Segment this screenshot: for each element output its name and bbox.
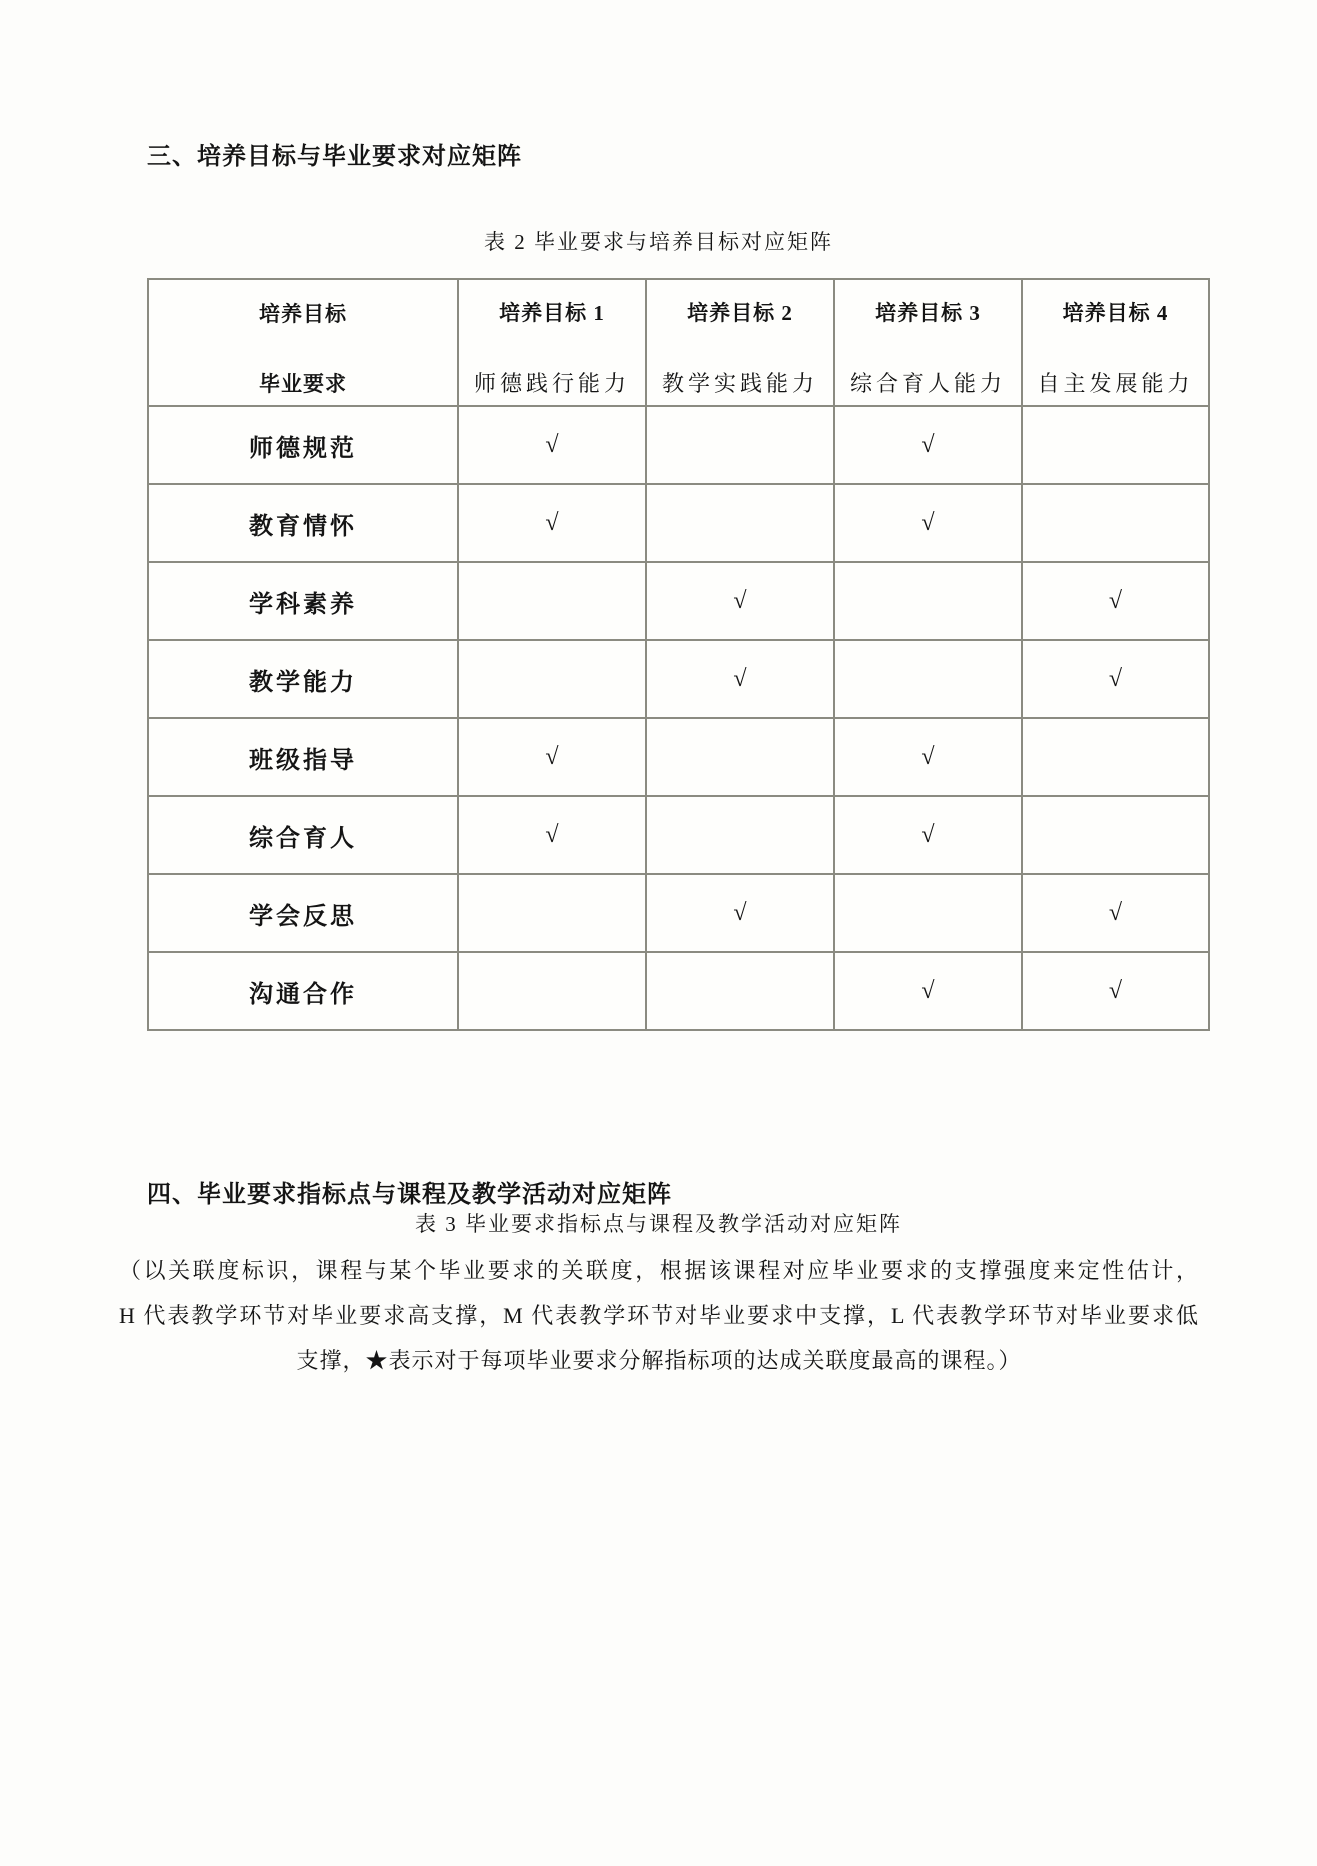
row-label: 班级指导: [249, 747, 357, 774]
matrix-row: [148, 562, 1209, 640]
check-cell-checked: √: [1022, 874, 1209, 952]
check-cell-checked: √: [1022, 562, 1209, 640]
column-header-title: 培养目标 2: [687, 301, 793, 325]
check-cell-empty: [646, 406, 834, 484]
check-cell-checked: √: [1022, 640, 1209, 718]
check-cell-empty: [458, 874, 646, 952]
check-cell-checked: √: [646, 874, 834, 952]
row-label: 教学能力: [249, 669, 357, 696]
check-cell-checked: √: [458, 406, 646, 484]
matrix-row: [148, 640, 1209, 718]
check-cell-empty: [646, 796, 834, 874]
check-cell-empty: [646, 952, 834, 1030]
matrix-row: [148, 718, 1209, 796]
corner-header-top-label: 培养目标: [259, 301, 347, 326]
check-cell-checked: √: [646, 562, 834, 640]
check-cell-checked: √: [834, 484, 1022, 562]
matrix-body: [148, 406, 1209, 1030]
table2-caption: 表 2 毕业要求与培养目标对应矩阵: [484, 230, 833, 254]
row-label: 教育情怀: [249, 513, 357, 540]
matrix-row: [148, 406, 1209, 484]
row-label: 沟通合作: [249, 981, 357, 1008]
column-header-title: 培养目标 3: [875, 301, 981, 325]
check-cell-checked: √: [834, 406, 1022, 484]
matrix-row: [148, 484, 1209, 562]
note-line-3: 支撑，★表示对于每项毕业要求分解指标项的达成关联度最高的课程。）: [296, 1348, 1022, 1373]
corner-header-bottom-label: 毕业要求: [259, 371, 347, 396]
check-cell-empty: [458, 562, 646, 640]
correlation-note: [119, 1248, 1199, 1383]
check-cell-checked: √: [458, 718, 646, 796]
column-header-subtitle: 综合育人能力: [849, 371, 1006, 396]
column-header-3: [834, 279, 1022, 406]
objectives-requirements-matrix-table: [147, 278, 1210, 1031]
check-cell-empty: [646, 718, 834, 796]
check-cell-checked: √: [834, 718, 1022, 796]
check-cell-checked: √: [646, 640, 834, 718]
note-line-2: H 代表教学环节对毕业要求高支撑，M 代表教学环节对毕业要求中支撑，L 代表教学环节对毕业要求低: [119, 1303, 1199, 1328]
check-cell-empty: [458, 952, 646, 1030]
section4-heading: 四、毕业要求指标点与课程及教学活动对应矩阵: [147, 1182, 672, 1208]
note-line-1: （以关联度标识，课程与某个毕业要求的关联度，根据该课程对应毕业要求的支撑强度来定性估计，: [119, 1258, 1199, 1283]
check-cell-empty: [834, 874, 1022, 952]
matrix-row: [148, 796, 1209, 874]
column-header-subtitle: 自主发展能力: [1037, 371, 1194, 396]
check-cell-checked: √: [1022, 952, 1209, 1030]
row-label: 学会反思: [249, 903, 357, 930]
row-label: 综合育人: [249, 825, 357, 852]
check-cell-empty: [1022, 484, 1209, 562]
check-cell-checked: √: [834, 796, 1022, 874]
check-cell-empty: [834, 562, 1022, 640]
column-header-4: [1022, 279, 1209, 406]
matrix-row: [148, 952, 1209, 1030]
matrix-header-row: [148, 279, 1209, 406]
check-cell-empty: [458, 640, 646, 718]
column-header-title: 培养目标 1: [499, 301, 605, 325]
row-label: 师德规范: [249, 435, 357, 462]
corner-header-cell: [148, 279, 458, 406]
row-label: 学科素养: [249, 591, 357, 618]
column-header-subtitle: 师德践行能力: [473, 371, 630, 396]
column-header-1: [458, 279, 646, 406]
check-cell-checked: √: [458, 484, 646, 562]
check-cell-empty: [1022, 406, 1209, 484]
check-cell-checked: √: [834, 952, 1022, 1030]
check-cell-empty: [834, 640, 1022, 718]
section3-heading: 三、培养目标与毕业要求对应矩阵: [147, 144, 522, 170]
matrix-row: [148, 874, 1209, 952]
check-cell-empty: [1022, 718, 1209, 796]
check-cell-checked: √: [458, 796, 646, 874]
column-header-title: 培养目标 4: [1062, 301, 1169, 325]
column-header-subtitle: 教学实践能力: [661, 371, 818, 396]
check-cell-empty: [1022, 796, 1209, 874]
column-header-2: [646, 279, 834, 406]
check-cell-empty: [646, 484, 834, 562]
table3-caption: 表 3 毕业要求指标点与课程及教学活动对应矩阵: [415, 1212, 902, 1236]
